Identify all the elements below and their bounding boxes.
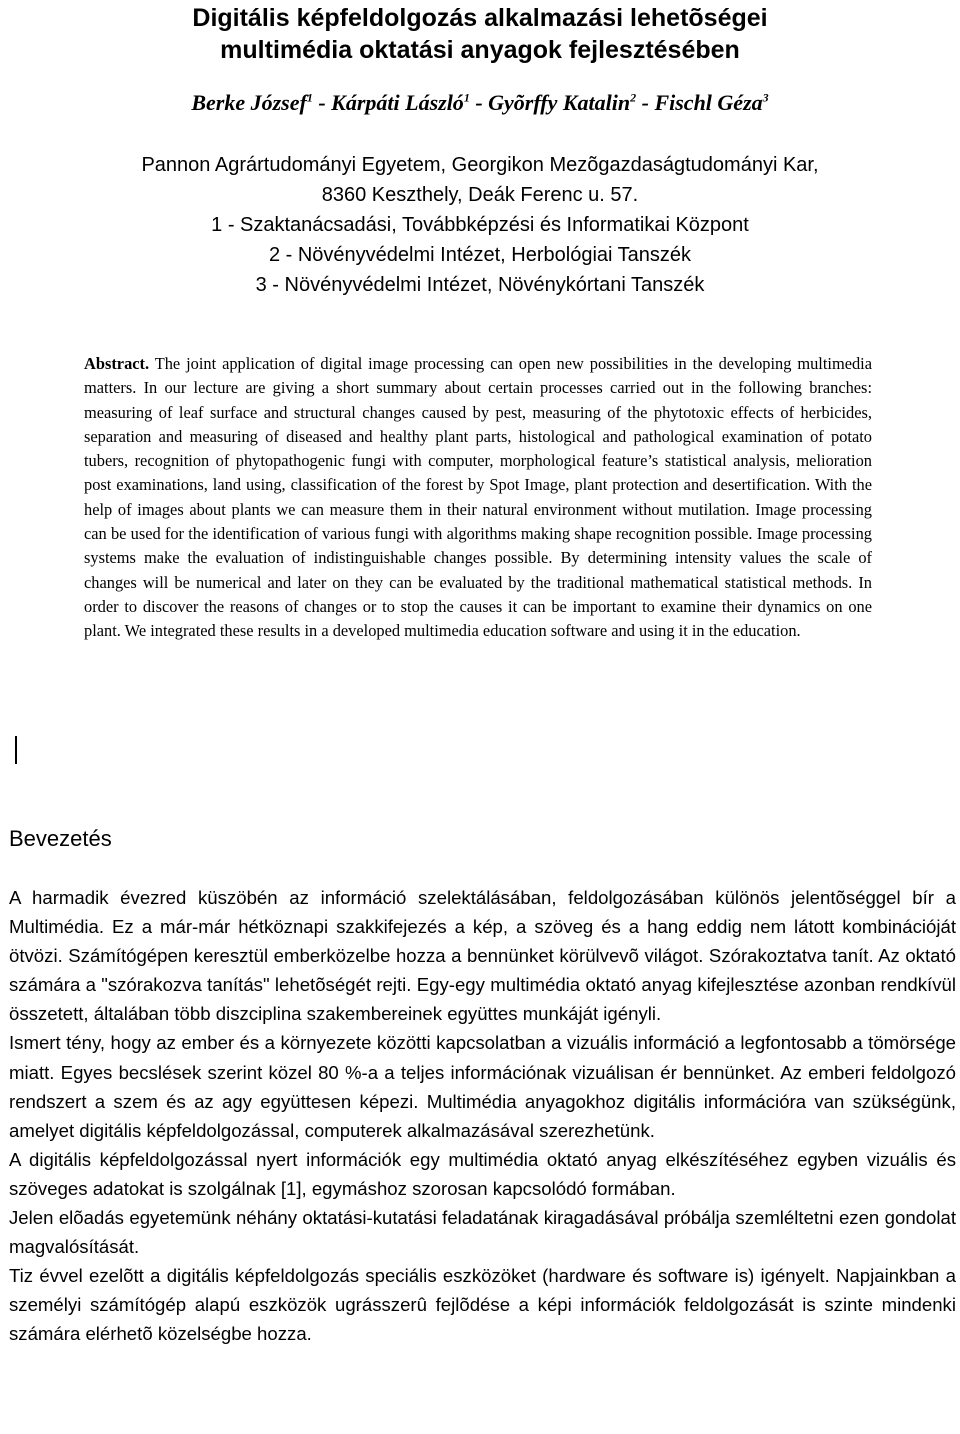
author-affiliation-mark: 1 bbox=[306, 90, 313, 105]
author-name: Kárpáti László bbox=[331, 90, 464, 115]
body-paragraph: A harmadik évezred küszöbén az információ szelektálásában, feldolgozásában különös jelentõséggel bír a Multimédia. Ez a már-már hétköznapi szakkifejezés a kép, a szöveg és a hang eddig nem látott kombinációját ötvözi. Számítógépen keresztül emberközelbe hozza a bennünket körülvevõ világot. Szórakoztatva tanít. Az oktató számára a "szórakozva tanítás" lehetõségét rejti. Egy-egy multimédia oktató anyag kifejlesztése azonban rendkívül összetett, általában több diszciplina szakembereinek együttes munkáját igényli. bbox=[9, 887, 956, 1025]
abstract bbox=[84, 352, 872, 644]
author-affiliation-mark: 2 bbox=[630, 90, 637, 105]
paper-title bbox=[0, 2, 960, 66]
affiliation-dept-3: 3 - Növényvédelmi Intézet, Növénykórtani Tanszék bbox=[255, 274, 705, 296]
section-body bbox=[9, 883, 956, 1349]
section-heading: Bevezetés bbox=[9, 826, 112, 851]
affiliation-dept-1: 1 - Szaktanácsadási, Továbbképzési és Informatikai Központ bbox=[211, 214, 749, 236]
author-name: Berke József bbox=[191, 90, 307, 115]
author-affiliation-mark: 1 bbox=[463, 90, 470, 105]
author-name: Gyõrffy Katalin bbox=[488, 90, 631, 115]
title-line-2: multimédia oktatási anyagok fejlesztésében bbox=[220, 36, 740, 64]
title-line-1: Digitális képfeldolgozás alkalmazási lehetõségei bbox=[192, 4, 768, 32]
affiliation-institution: Pannon Agrártudományi Egyetem, Georgikon Mezõgazdaságtudományi Kar, bbox=[141, 154, 819, 176]
author-separator: - bbox=[636, 90, 655, 115]
affiliation-dept-2: 2 - Növényvédelmi Intézet, Herbológiai Tanszék bbox=[268, 244, 692, 266]
abstract-text: The joint application of digital image processing can open new possibilities in the developing multimedia matters. In our lecture are giving a short summary about certain processes carried out in the following branches: measuring of leaf surface and structural changes caused by pest, measuring of the phytotoxic effects of herbicides, separation and measuring of diseased and healthy plant parts, histological and pathological examination of potato tubers, recognition of phytopathogenic fungi with computer, morphological feature’s statistical analysis, melioration post examinations, land using, classification of the forest by Spot Image, plant protection and desertification. With the help of images about plants we can measure them in their natural environment without mutilation. Image processing can be used for the identification of various fungi with algorithms making shape recognition possible. Image processing systems make the evaluation of indistinguishable changes possible. By determining intensity values the scale of changes will be numerical and later on they can be evaluated by the traditional mathematical statistical methods. In order to discover the reasons of changes or to stop the causes it can be important to examine their dynamics on one plant. We integrated these results in a developed multimedia education software and using it in the education. bbox=[84, 354, 872, 641]
body-paragraph: Tiz évvel ezelõtt a digitális képfeldolgozás speciális eszközöket (hardware és software is) igényelt. Napjainkban a személyi számítógép alapú eszközök ugrásszerû fejlõdése a képi információk feldolgozását is szinte mindenki számára elérhetõ közelségbe hozza. bbox=[9, 1265, 956, 1345]
affiliation-block bbox=[0, 150, 960, 300]
body-paragraph: A digitális képfeldolgozással nyert információk egy multimédia oktató anyag elkészítéséhez egyben vizuális és szöveges adatokat is szolgálnak [1], egymáshoz szorosan kapcsolódó formában. bbox=[9, 1148, 956, 1199]
author-separator: - bbox=[312, 90, 332, 115]
body-paragraph: Ismert tény, hogy az ember és a környezete közötti kapcsolatban a vizuális információ a legfontosabb a tömörsége miatt. Egyes becslések szerint közel 80 %-a a teljes információnak vizuálisan ér bennünket. Az emberi feldolgozó rendszert a szem és az agy együttesen képezi. Multimédia anyagokhoz digitális információra van szükségünk, amelyet digitális képfeldolgozással, computerek alkalmazásával szerezhetünk. bbox=[9, 1032, 956, 1141]
revision-bar bbox=[15, 736, 17, 764]
author-affiliation-mark: 3 bbox=[762, 90, 769, 105]
abstract-label: Abstract. bbox=[84, 354, 150, 373]
author-separator: - bbox=[469, 90, 489, 115]
author-name: Fischl Géza bbox=[654, 90, 763, 115]
author-list bbox=[0, 88, 960, 118]
affiliation-address: 8360 Keszthely, Deák Ferenc u. 57. bbox=[321, 184, 639, 206]
body-paragraph: Jelen elõadás egyetemünk néhány oktatási-kutatási feladatának kiragadásával próbálja szemléltetni ezen gondolat magvalósítását. bbox=[9, 1207, 956, 1258]
